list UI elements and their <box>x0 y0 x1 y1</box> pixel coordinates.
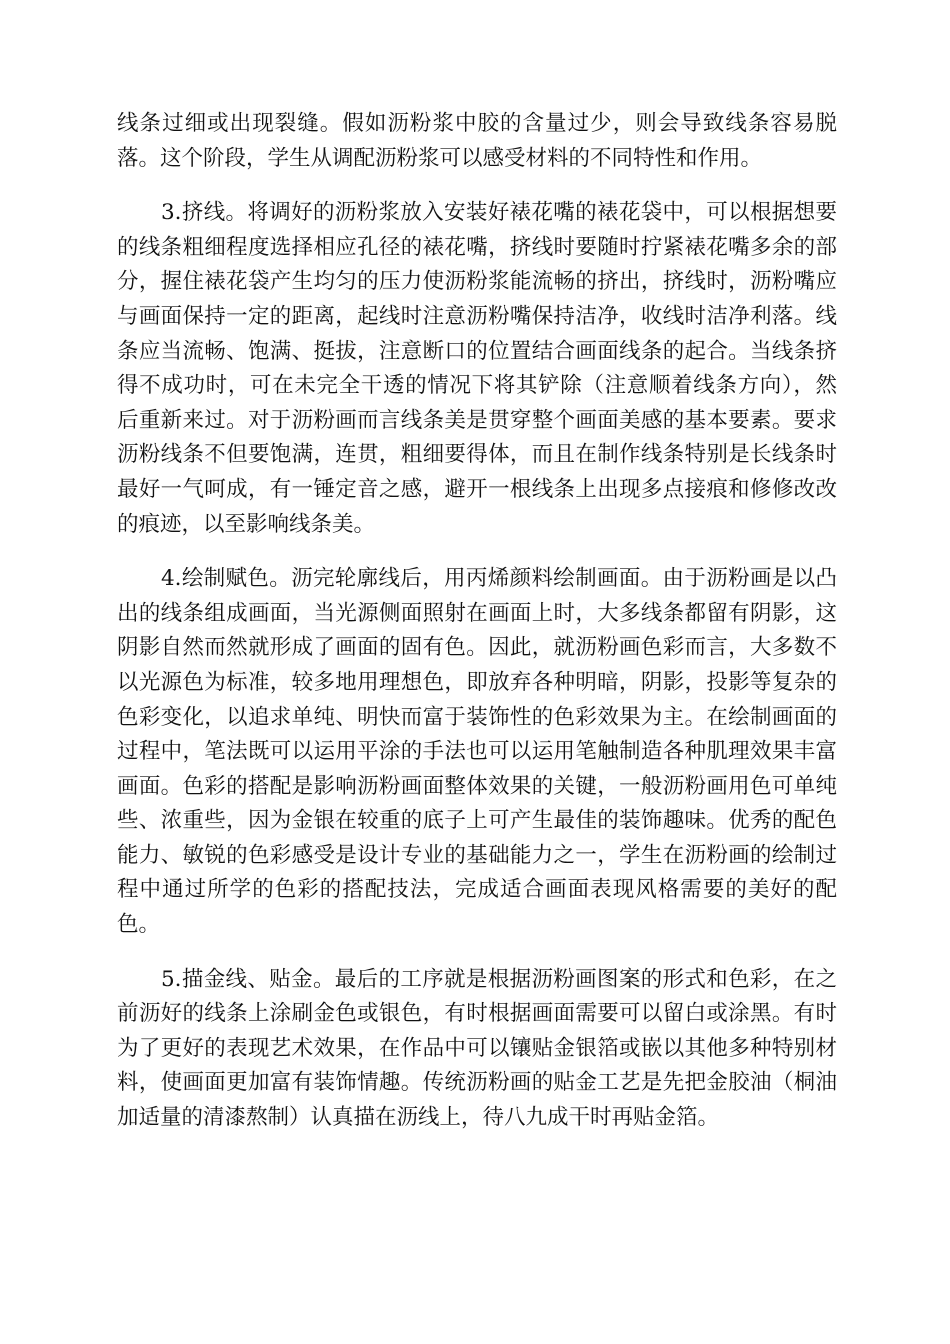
paragraph-step-4-coloring: 4.绘制赋色。沥完轮廓线后，用丙烯颜料绘制画面。由于沥粉画是以凸出的线条组成画面，当光源侧面照射在画面上时，大多线条都留有阴影，这阴影自然而然就形成了画面的固有色。因此，就沥粉画色彩而言，大多数不以光源色为标准，较多地用理想色，即放弃各种明暗，阴影，投影等复杂的色彩变化，以追求单纯、明快而富于装饰性的色彩效果为主。在绘制画面的过程中，笔法既可以运用平涂的手法也可以运用笔触制造各种肌理效果丰富画面。色彩的搭配是影响沥粉画面整体效果的关键，一般沥粉画用色可单纯些、浓重些，因为金银在较重的底子上可产生最佳的装饰趣味。优秀的配色能力、敏锐的色彩感受是设计专业的基础能力之一，学生在沥粉画的绘制过程中通过所学的色彩的搭配技法，完成适合画面表现风格需要的美好的配色。 <box>117 566 837 938</box>
paragraph-step-5-gilding: 5.描金线、贴金。最后的工序就是根据沥粉画图案的形式和色彩，在之前沥好的线条上涂刷金色或银色，有时根据画面需要可以留白或涂黑。有时为了更好的表现艺术效果，在作品中可以镶贴金银箔或嵌以其他多种特别材料，使画面更加富有装饰情趣。传统沥粉画的贴金工艺是先把金胶油（桐油加适量的清漆熬制）认真描在沥线上，待八九成干时再贴金箔。 <box>117 966 837 1131</box>
document-body <box>117 107 837 1156</box>
paragraph-continuation: 线条过细或出现裂缝。假如沥粉浆中胶的含量过少，则会导致线条容易脱落。这个阶段，学生从调配沥粉浆可以感受材料的不同特性和作用。 <box>117 111 837 171</box>
paragraph-step-3-extrude-line: 3.挤线。将调好的沥粉浆放入安装好裱花嘴的裱花袋中，可以根据想要的线条粗细程度选择相应孔径的裱花嘴，挤线时要随时拧紧裱花嘴多余的部分，握住裱花袋产生均匀的压力使沥粉浆能流畅的挤出，挤线时，沥粉嘴应与画面保持一定的距离，起线时注意沥粉嘴保持洁净，收线时洁净利落。线条应当流畅、饱满、挺拔，注意断口的位置结合画面线条的起合。当线条挤得不成功时，可在未完全干透的情况下将其铲除（注意顺着线条方向），然后重新来过。对于沥粉画而言线条美是贯穿整个画面美感的基本要素。要求沥粉线条不但要饱满，连贯，粗细要得体，而且在制作线条特别是长线条时最好一气呵成，有一锤定音之感，避开一根线条上出现多点接痕和修修改改的痕迹，以至影响线条美。 <box>117 200 837 537</box>
